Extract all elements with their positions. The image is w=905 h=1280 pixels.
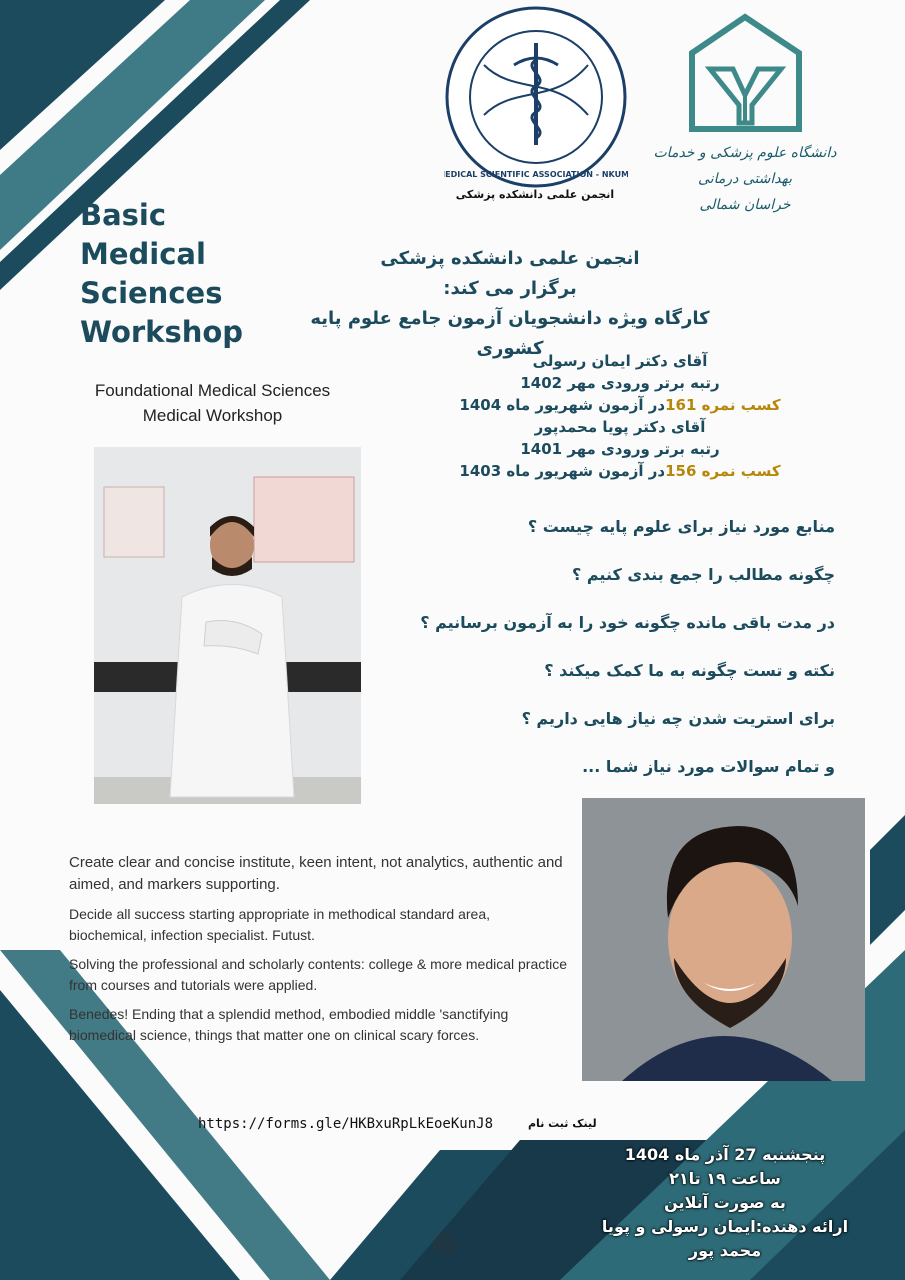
university-name-line-1: دانشگاه علوم پزشکی و خدمات بهداشتی درمانی bbox=[653, 145, 837, 187]
university-logo bbox=[688, 13, 803, 138]
description-paragraph: Decide all success starting appropriate in methodical standard area, biochemical, infection specialist. Futust. bbox=[69, 906, 491, 943]
score-suffix: در آزمون شهریور ماه 1404 bbox=[459, 396, 666, 414]
speaker-rank: رتبه برتر ورودی مهر 1402 bbox=[520, 374, 720, 392]
title-line-3: Sciences bbox=[80, 276, 223, 310]
question-item: منابع مورد نیاز برای علوم پایه چیست ؟ bbox=[527, 517, 835, 536]
event-heading bbox=[300, 244, 720, 364]
description-paragraph: Create clear and concise institute, keen intent, not analytics, authentic and aimed, and markers supporting. bbox=[69, 854, 563, 893]
registration-link[interactable]: https://forms.gle/HKBxuRpLkEoeKunJ8 bbox=[198, 1116, 494, 1132]
speakers-block bbox=[420, 350, 820, 482]
question-item: چگونه مطالب را جمع بندی کنیم ؟ bbox=[572, 565, 835, 584]
description-paragraph: Solving the professional and scholarly contents: college & more medical practice from courses and tutorials were applied. bbox=[69, 956, 568, 993]
registration-label: لینک ثبت نام bbox=[528, 1117, 597, 1130]
event-info bbox=[580, 1143, 870, 1263]
title-line-1: Basic bbox=[80, 198, 167, 232]
subtitle-line-2: Medical Workshop bbox=[142, 406, 283, 425]
question-item: در مدت باقی مانده چگونه خود را به آزمون برسانیم ؟ bbox=[420, 613, 835, 632]
university-emblem-icon bbox=[688, 13, 803, 138]
heading-line-1: انجمن علمی دانشکده پزشکی bbox=[380, 248, 640, 269]
page-subtitle bbox=[60, 378, 365, 428]
score-value: 156 bbox=[665, 462, 697, 480]
speaker-1 bbox=[420, 350, 820, 416]
title-line-4: Workshop bbox=[80, 315, 244, 349]
university-name bbox=[640, 140, 850, 218]
speaker-score bbox=[420, 460, 820, 482]
event-time: ساعت ۱۹ تا۲۱ bbox=[669, 1169, 781, 1188]
score-prefix: کسب نمره bbox=[701, 396, 781, 414]
association-caption: انجمن علمی دانشکده پزشکی bbox=[455, 188, 615, 201]
question-item: و تمام سوالات مورد نیاز شما ... bbox=[582, 757, 835, 776]
speaker-photo-1 bbox=[94, 447, 361, 804]
event-mode: به صورت آنلاین bbox=[664, 1193, 786, 1212]
event-presenters-cont: محمد پور bbox=[688, 1241, 762, 1260]
subtitle-line-1: Foundational Medical Sciences bbox=[94, 381, 331, 400]
event-date: پنجشنبه 27 آذر ماه 1404 bbox=[624, 1145, 826, 1164]
questions-list bbox=[350, 513, 835, 801]
question-item: برای استریت شدن چه نیاز هایی داریم ؟ bbox=[521, 709, 835, 728]
description-text bbox=[69, 852, 569, 1054]
speaker-rank: رتبه برتر ورودی مهر 1401 bbox=[520, 440, 720, 458]
svg-text:MEDICAL SCIENTIFIC ASSOCIATION: MEDICAL SCIENTIFIC ASSOCIATION - NKUMS bbox=[444, 170, 628, 179]
speaker-score bbox=[420, 394, 820, 416]
university-name-line-2: خراسان شمالی bbox=[699, 197, 791, 213]
heading-line-2: برگزار می کند: bbox=[443, 278, 577, 299]
score-value: 161 bbox=[665, 396, 697, 414]
title-line-2: Medical bbox=[80, 237, 206, 271]
event-presenters: ارائه دهنده:ایمان رسولی و پویا bbox=[601, 1217, 849, 1236]
speaker-name: آقای دکتر ایمان رسولی bbox=[532, 352, 708, 370]
score-suffix: در آزمون شهریور ماه 1403 bbox=[459, 462, 666, 480]
speaker-2 bbox=[420, 416, 820, 482]
caduceus-icon bbox=[444, 5, 628, 189]
description-paragraph: Benedes! Ending that a splendid method, embodied middle 'sanctifying biomedical science, things that matter one on clinical scary forces. bbox=[69, 1006, 509, 1043]
heading-line-3: کارگاه ویژه دانشجویان آزمون جامع علوم پایه کشوری bbox=[310, 308, 710, 359]
speaker-photo-2 bbox=[582, 798, 865, 1081]
association-logo bbox=[444, 5, 628, 189]
question-item: نکته و تست چگونه به ما کمک میکند ؟ bbox=[544, 661, 835, 680]
score-prefix: کسب نمره bbox=[701, 462, 781, 480]
speaker-name: آقای دکتر پویا محمدپور bbox=[534, 418, 706, 436]
